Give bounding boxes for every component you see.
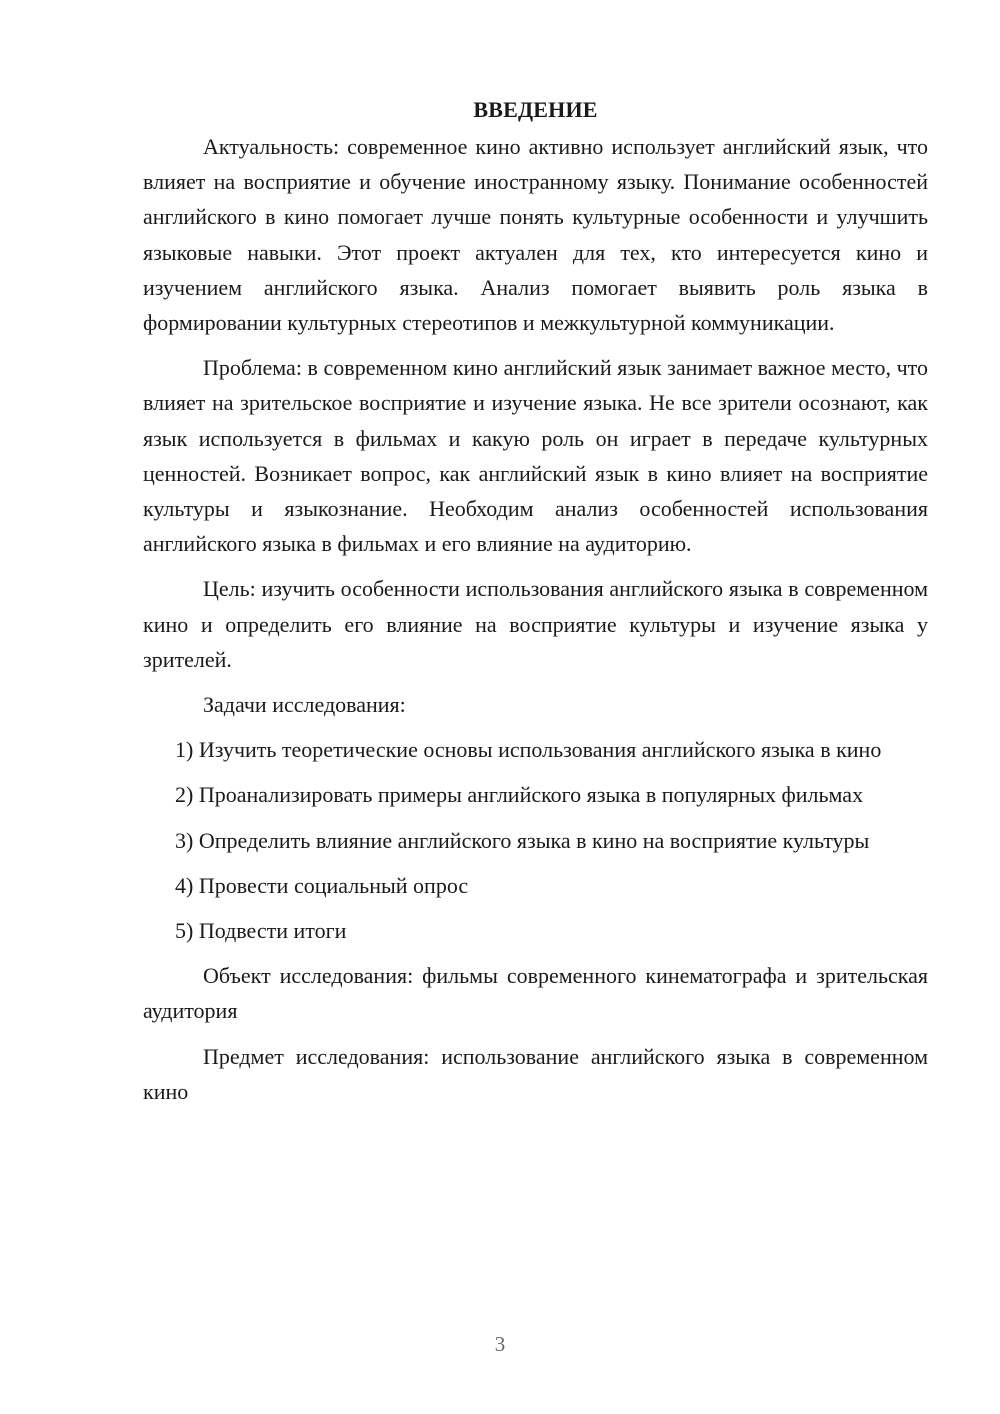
goal-paragraph: Цель: изучить особенности использования английского языка в современном кино и определить его влияние на восприятие культуры и изучение языка у зрителей.	[143, 576, 928, 672]
task-item-1: 1) Изучить теоретические основы использования английского языка в кино	[175, 737, 882, 763]
relevance-paragraph: Актуальность: современное кино активно использует английский язык, что влияет на восприятие и обучение иностранному языку. Понимание особенностей английского в кино помогает лучше понять культурные особенности и улучшить языковые навыки. Этот проект актуален для тех, кто интересуется кино и изучением английского языка. Анализ помогает выявить роль языка в формировании культурных стереотипов и межкультурной коммуникации.	[143, 134, 928, 336]
research-object-paragraph: Объект исследования: фильмы современного кинематографа и зрительская аудитория	[143, 963, 928, 1024]
page-number: 3	[494, 1332, 506, 1356]
problem-paragraph: Проблема: в современном кино английский язык занимает важное место, что влияет на зрительское восприятие и изучение языка. Не все зрители осознают, как язык используется в фильмах и какую роль он играет в передаче культурных ценностей. Возникает вопрос, как английский язык в кино влияет на восприятие культуры и языкознание. Необходим анализ особенностей использования английского языка в фильмах и его влияние на аудиторию.	[143, 355, 928, 557]
tasks-heading: Задачи исследования:	[203, 692, 406, 718]
task-item-5: 5) Подвести итоги	[175, 918, 347, 944]
task-item-2: 2) Проанализировать примеры английского языка в популярных фильмах	[175, 782, 864, 808]
task-item-4: 4) Провести социальный опрос	[175, 872, 469, 898]
document-page	[143, 92, 928, 1119]
section-title: ВВЕДЕНИЕ	[473, 97, 598, 122]
research-subject-paragraph: Предмет исследования: использование английского языка в современном кино	[143, 1043, 928, 1104]
task-item-3: 3) Определить влияние английского языка в кино на восприятие культуры	[175, 827, 870, 853]
